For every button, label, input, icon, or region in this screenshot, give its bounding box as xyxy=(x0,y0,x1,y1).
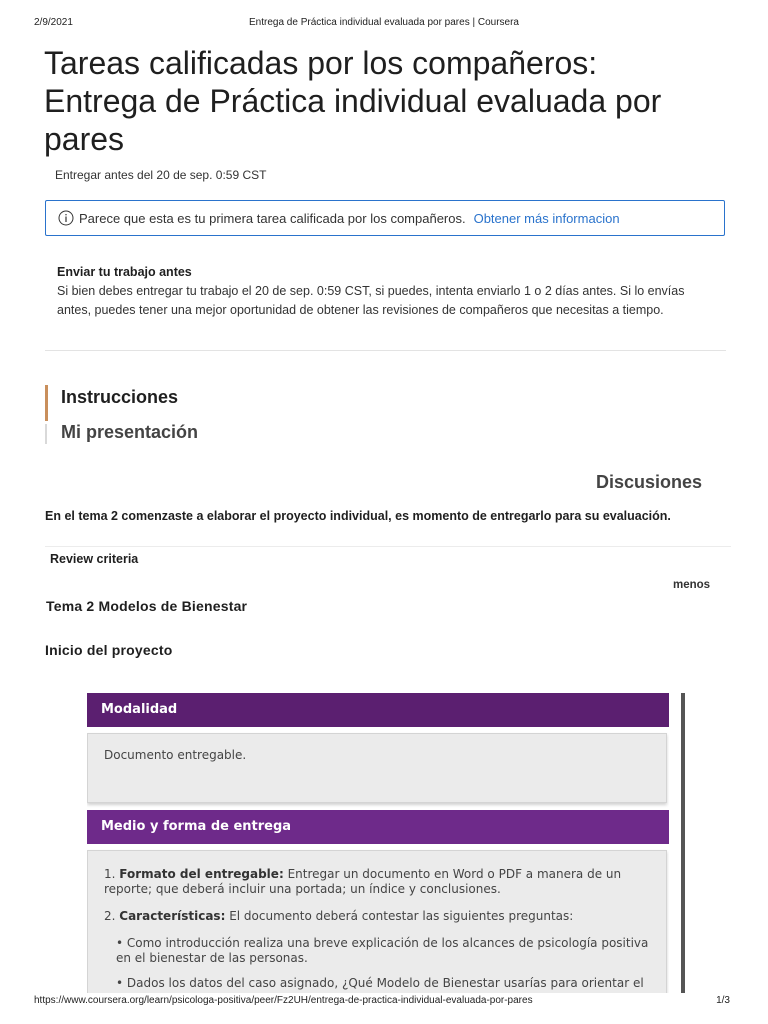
submit-body: Si bien debes entregar tu trabajo el 20 de sep. 0:59 CST, si puedes, intenta enviarlo 1 o 2 días antes. Si lo envías antes, puedes tener una mejor oportunidad de obtener las revisiones de compañeros que necesitas a tiempo. xyxy=(57,284,685,317)
collapse-link[interactable]: menos xyxy=(673,579,711,591)
submit-early-notice xyxy=(57,263,717,320)
modality-body xyxy=(87,733,667,803)
tab-discussions[interactable]: Discusiones xyxy=(596,472,703,492)
delivery-header: Medio y forma de entrega xyxy=(87,810,669,844)
print-date: 2/9/2021 xyxy=(34,17,73,28)
divider xyxy=(45,546,731,547)
delivery-bullet: • Como introducción realiza una breve explicación de los alcances de psicología positiva en el bienestar de las personas. xyxy=(116,936,649,965)
active-tab-indicator xyxy=(45,385,48,421)
print-page-title: Entrega de Práctica individual evaluada por pares | Coursera xyxy=(249,17,519,28)
learn-more-link[interactable]: Obtener más informacion xyxy=(473,210,620,226)
submit-heading: Enviar tu trabajo antes xyxy=(57,265,192,279)
due-date: Entregar antes del 20 de sep. 0:59 CST xyxy=(55,168,267,182)
modality-header: Modalidad xyxy=(87,693,669,727)
delivery-body xyxy=(87,850,667,993)
page-title-line-2: Entrega de Práctica individual evaluada por xyxy=(44,83,662,119)
panel-scroll-rail xyxy=(681,693,685,993)
project-start-heading: Inicio del proyecto xyxy=(45,642,173,658)
tab-indicator xyxy=(45,424,47,444)
page-title-line-1: Tareas calificadas por los compañeros: xyxy=(44,45,598,81)
modality-text: Documento entregable. xyxy=(104,748,247,762)
intro-text: En el tema 2 comenzaste a elaborar el proyecto individual, es momento de entregarlo para su evaluación. xyxy=(45,509,671,523)
print-url: https://www.coursera.org/learn/psicologa-positiva/peer/Fz2UH/entrega-de-practica-individual-evaluada-por-pares xyxy=(34,995,533,1006)
divider xyxy=(45,350,726,351)
delivery-item-characteristics: 2. Características: El documento deberá contestar las siguientes preguntas: xyxy=(104,909,574,923)
tab-my-submission[interactable]: Mi presentación xyxy=(61,422,199,442)
page-title xyxy=(44,44,734,158)
page-title-line-3: pares xyxy=(44,121,125,157)
review-criteria-label[interactable]: Review criteria xyxy=(50,552,139,566)
delivery-item-format: 1. Formato del entregable: Entregar un documento en Word o PDF a manera de un reporte; que deberá incluir una portada; un índice y conclusiones. xyxy=(104,867,622,896)
notice-text: Parece que esta es tu primera tarea calificada por los compañeros. xyxy=(79,210,466,226)
info-icon xyxy=(58,210,74,226)
delivery-bullet: • Dados los datos del caso asignado, ¿Qué Modelo de Bienestar usarías para orientar el xyxy=(116,976,644,990)
tab-instructions[interactable]: Instrucciones xyxy=(61,387,179,407)
print-page-number: 1/3 xyxy=(716,995,730,1006)
instructions-image xyxy=(87,693,669,993)
first-assignment-notice xyxy=(45,200,725,236)
topic-heading: Tema 2 Modelos de Bienestar xyxy=(46,598,248,614)
